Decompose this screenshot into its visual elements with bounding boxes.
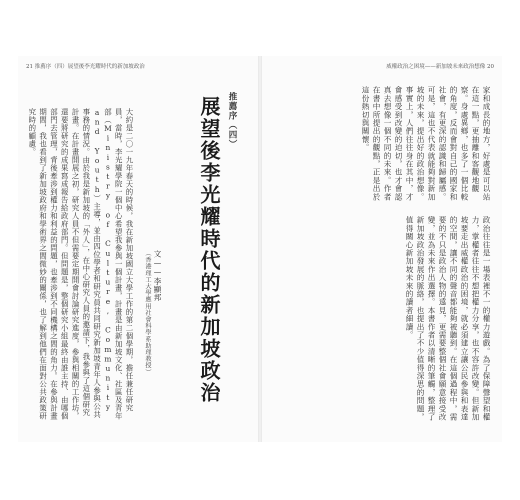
author-affiliation: （香港理工大學應用社會科學系助理教授） (144, 250, 151, 376)
author-line: 文——李顯邦 (153, 250, 162, 302)
left-page-body: 大約是二〇一九年春天的時候，我在新加坡國立大學工作的第二個學期，擔任兼任研究員，當時，李光耀學院一個中心希望我參與一個計畫，計畫是由新加坡文化、社區及青年部（Ministry of Culture, Community and Youth）主導，並由四位學者和研究員共同研究新加坡青年人參與公共事務的情況。由於我是新加坡的「外人」，在中心研究人員的邀請下，我參與了這個研究計畫。在計畫開展之初，研究人員不但需要定期開會討論研究進度，參與相關的工作坊，還要將研究的成果寫成報告給政府部門。但問題是，整個研究小組最終由誰主持、由哪個部門去管理，背後牽涉到權力和利益的問題，也牽涉到不同機構之間的角力。在參與計畫期間，我也看到了新加坡政府和學術界之間微妙的關係，也了解到他們在面對公共政策研究時的顧慮。 (27, 108, 134, 420)
left-running-head: 21 推薦序（四）展望後李光耀時代的新加坡政治 (26, 64, 145, 70)
section-tag: 推薦序（四） (227, 92, 237, 149)
right-page-paragraph-2: 政治往往是一場表裡不一的權力遊戲。為了保障聲望和權力，掌權者往往不想把權力分享，也不容許改變。但新加坡要走出威權政治的困境，就必須建立讓公民參與和表達的空間，讓不同的聲音都能夠被聽到。在這個過程中，需要的不只是政治人物的遠見，更需要整個社會願意接受改變，並為未來作出選擇。本書作者以清晰的筆觸，整理了新加坡政治發展的脈絡，也提出了不少值得深思的問題，值得關心新加坡未來的讀者細讀。 (405, 216, 491, 421)
chapter-title: 展望後李光耀時代的新加坡政治 (197, 96, 221, 404)
right-running-head: 威權政治之困境——新加坡未來政治想像 20 (386, 64, 494, 70)
right-page-paragraph-1: 家和成長的地方，好處是可以站在這一點，更抽離和客觀地觀察。身處異鄉，也多了一個比較的角度，反而會對自己的國家和社會，有更深的認識和歸屬感。可是，這也不代表就能夠對新加坡的未來，提出好的政治想像。事實上，人們往往身在其中，才會感受到改變的迫切，也才會認真去想像一個不同的未來。作者在書中所提出的觀點，正是出於這份熱切與關懷。 (361, 86, 491, 201)
